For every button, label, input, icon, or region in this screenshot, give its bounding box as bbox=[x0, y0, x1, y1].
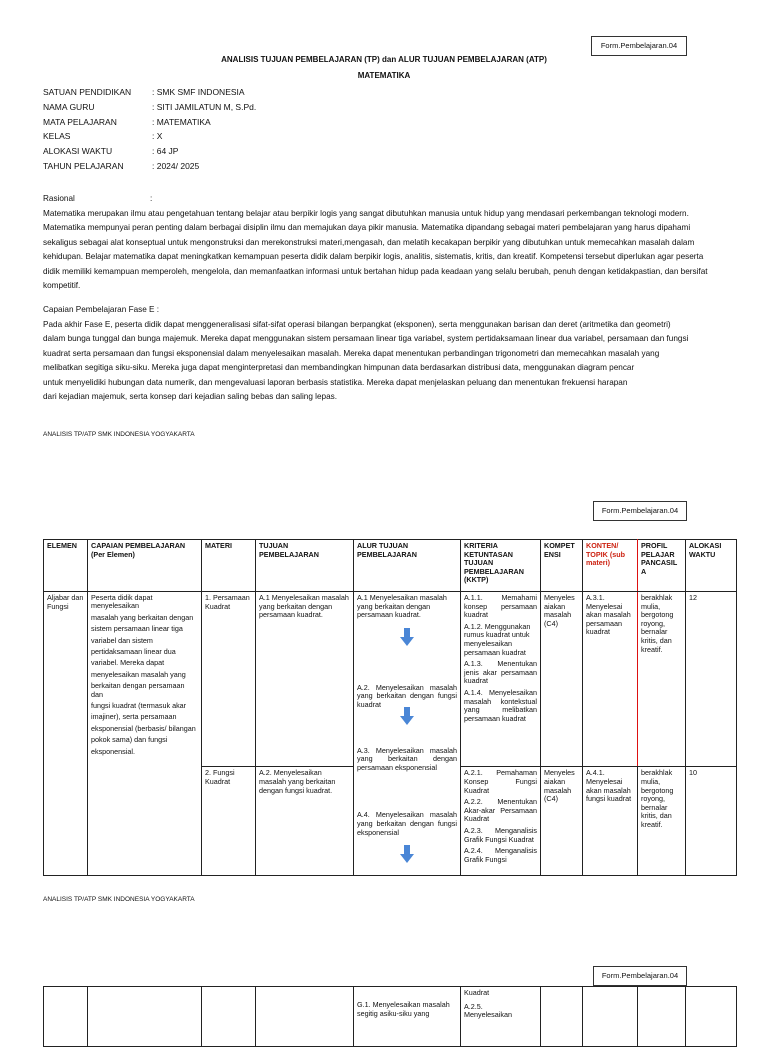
cell-alokasi: 12 bbox=[686, 592, 737, 767]
cell-profil: berakhlak mulia, bergotong royong, bernalar kritis, dan kreatif. bbox=[638, 592, 686, 767]
form-label-box bbox=[591, 36, 687, 56]
cell-alur bbox=[354, 592, 461, 876]
rasional-line: Matematika mempunyai peran penting dalam berbagai disiplin ilmu dan memajukan daya pikir manusia. Matematika dipandang sebagai materi pembelajaran yang harus dipahami bbox=[43, 223, 691, 232]
header-alokasi: ALOKASI WAKTU bbox=[686, 540, 737, 592]
capaian-line: Pada akhir Fase E, peserta didik dapat menggeneralisasi sifat-sifat operasi bilangan berpangkat (eksponen), serta menggunakan barisan dan deret (aritmetika dan geometri) bbox=[43, 319, 671, 329]
header-kktp: KRITERIA KETUNTASAN TUJUAN PEMBELAJARAN (KKTP) bbox=[461, 540, 541, 592]
cell-materi: 2. Fungsi Kuadrat bbox=[202, 767, 256, 876]
cell-tujuan: A.1 Menyelesaikan masalah yang berkaitan dengan persamaan kuadrat. bbox=[256, 592, 354, 767]
page-footer: ANALISIS TP/ATP SMK INDONESIA YOGYAKARTA bbox=[43, 431, 195, 438]
alur-step: A.4. Menyelesaikan masalah yang berkaitan dengan fungsi eksponensial bbox=[357, 810, 457, 837]
cell-kktp: Kuadrat A.2.5. Menyelesaikan bbox=[461, 987, 541, 1047]
form-label: Form.Pembelajaran.04 bbox=[600, 41, 678, 50]
capaian-line: melibatkan segitiga siku-siku. Mereka juga dapat menginterpretasi dan membandingkan himpunan data berdasarkan distribusi data, menggunakan diagram pencar bbox=[43, 363, 635, 372]
rasional-line: didik memiliki kemampuan memperoleh, mengelola, dan memanfaatkan informasi untuk bertahan hidup pada keadaan yang selalu berubah, penuh dengan ketidakpastian, dan bersifat bbox=[43, 266, 708, 276]
form-label: Form.Pembelajaran.04 bbox=[601, 506, 679, 515]
rasional-colon: : bbox=[150, 194, 153, 203]
atp-table-continued bbox=[43, 986, 737, 1047]
cell-alokasi: 10 bbox=[686, 767, 737, 876]
subject-title: MATEMATIKA bbox=[357, 71, 411, 80]
cell-profil: berakhlak mulia, bergotong royong, bernalar kritis, dan kreatif. bbox=[638, 767, 686, 876]
header-tujuan: TUJUAN PEMBELAJARAN bbox=[256, 540, 354, 592]
capaian-label: Capaian Pembelajaran Fase E : bbox=[43, 305, 160, 314]
form-label-box bbox=[593, 966, 687, 986]
arrow-down-icon bbox=[400, 628, 414, 646]
document-title: ANALISIS TUJUAN PEMBELAJARAN (TP) dan ALUR TUJUAN PEMBELAJARAN (ATP) bbox=[221, 55, 547, 64]
header-materi: MATERI bbox=[202, 540, 256, 592]
atp-table bbox=[43, 539, 737, 876]
cell-kktp: A.1.1. Memahami konsep persamaan kuadrat A.1.2. Menggunakan rumus kuadrat untuk menyelesaikan persamaan kuadrat A.1.3. Menentukan jenis akar persamaan kuadrat A.1.4. Menyelesaikan masalah kontekstual yang melibatkan persamaan kuadrat bbox=[461, 592, 541, 767]
cell-capaian: Peserta didik dapat menyelesaikan masalah yang berkaitan dengan sistem persamaan linear tiga variabel dan sistem pertidaksamaan linear dua variabel. Mereka dapat menyelesaikan masalah yang berkaitan dengan persamaan dan fungsi kuadrat (termasuk akar imajiner), serta persamaan eksponensial (berbasis/ bilangan pokok sama) dan fungsi eksponensial. bbox=[88, 592, 202, 876]
cell-alur bbox=[354, 987, 461, 1047]
capaian-line: kuadrat serta persamaan dan fungsi eksponensial dalam menyelesaikan masalah. Mereka dapat menentukan perbandingan trigonometri dan memecahkan masalah yang bbox=[43, 348, 660, 358]
alur-step: A.1 Menyelesaikan masalah yang berkaitan dengan persamaan kuadrat. bbox=[357, 593, 447, 620]
cell-konten: A.3.1. Menyelesai akan masalah persamaan kuadrat bbox=[583, 592, 638, 767]
header-konten: KONTEN/ TOPIK (sub materi) bbox=[583, 540, 638, 592]
capaian-section bbox=[43, 303, 733, 405]
capaian-line: untuk menyelidiki hubungan data numerik, dan mengevaluasi laporan berbasis statistika. Mereka dapat menjelaskan peluang dan menentukan frekuensi harapan bbox=[43, 377, 628, 387]
header-kompetensi: KOMPET ENSI bbox=[541, 540, 583, 592]
cell-konten: A.4.1. Menyelesai akan masalah fungsi kuadrat bbox=[583, 767, 638, 876]
alur-step: A.2. Menyelesaikan masalah yang berkaitan dengan fungsi kuadrat bbox=[357, 682, 457, 709]
capaian-line: dari kejadian majemuk, serta konsep dari kejadian saling bebas dan saling lepas. bbox=[43, 392, 338, 401]
arrow-down-icon bbox=[400, 845, 414, 863]
rasional-line: Matematika merupakan ilmu atau pengetahuan tentang belajar atau berpikir logis yang sangat dibutuhkan manusia untuk hidup yang mendasari perkembangan teknologi modern. bbox=[43, 208, 689, 218]
capaian-line: dalam bunga tunggal dan bunga majemuk. Mereka dapat menggunakan sistem persamaan linear tiga variabel, system pertidaksamaan linear dua variabel, persamaan dan fungsi bbox=[43, 334, 689, 343]
header-alur: ALUR TUJUAN PEMBELAJARAN bbox=[354, 540, 461, 592]
cell-materi: 1. Persamaan Kuadrat bbox=[202, 592, 256, 767]
header-profil: PROFIL PELAJAR PANCASIL A bbox=[638, 540, 686, 592]
cell-kompetensi: Menyeles aiakan masalah (C4) bbox=[541, 767, 583, 876]
cell-kompetensi: Menyeles aiakan masalah (C4) bbox=[541, 592, 583, 767]
cell-kktp: A.2.1. Pemahaman Konsep Fungsi Kuadrat A.2.2. Menentukan Akar-akar Persamaan Kuadrat A.2.3. Menganalisis Grafik Fungsi Kuadrat A.2.4. Menganalisis Grafik Fungsi bbox=[461, 767, 541, 876]
alur-step: A.3. Menyelesaikan masalah yang berkaitan dengan persamaan eksponensial bbox=[357, 745, 457, 772]
header-capaian: CAPAIAN PEMBELAJARAN (Per Elemen) bbox=[88, 540, 202, 592]
rasional-line: sekaligus sebagai alat konseptual untuk mengonstruksi dan merekonstruksi materi,mengasah, dan melatih kecakapan berpikir yang dibutuhkan untuk memecahkan masalah dalam bbox=[43, 237, 695, 247]
form-label-box bbox=[593, 501, 687, 521]
cell-tujuan: A.2. Menyelesaikan masalah yang berkaitan dengan fungsi kuadrat. bbox=[256, 767, 354, 876]
alur-step: G.1. Menyelesaikan masalah segitig asiku-siku yang bbox=[357, 1000, 450, 1018]
rasional-section bbox=[43, 192, 733, 294]
form-label: Form.Pembelajaran.04 bbox=[601, 971, 679, 980]
page-footer: ANALISIS TP/ATP SMK INDONESIA YOGYAKARTA bbox=[43, 896, 195, 903]
cell-elemen: Aljabar dan Fungsi bbox=[44, 592, 88, 876]
rasional-line: kompetitif. bbox=[43, 281, 81, 290]
arrow-down-icon bbox=[400, 707, 414, 725]
rasional-label: Rasional bbox=[43, 194, 75, 203]
header-elemen: ELEMEN bbox=[44, 540, 88, 592]
rasional-line: kehidupan. Belajar matematika dapat meningkatkan kemampuan peserta didik dalam berpikir logis, analitis, sistematis, kritis, dan kreatif. Kompetensi tersebut diperlukan agar peserta bbox=[43, 252, 704, 261]
